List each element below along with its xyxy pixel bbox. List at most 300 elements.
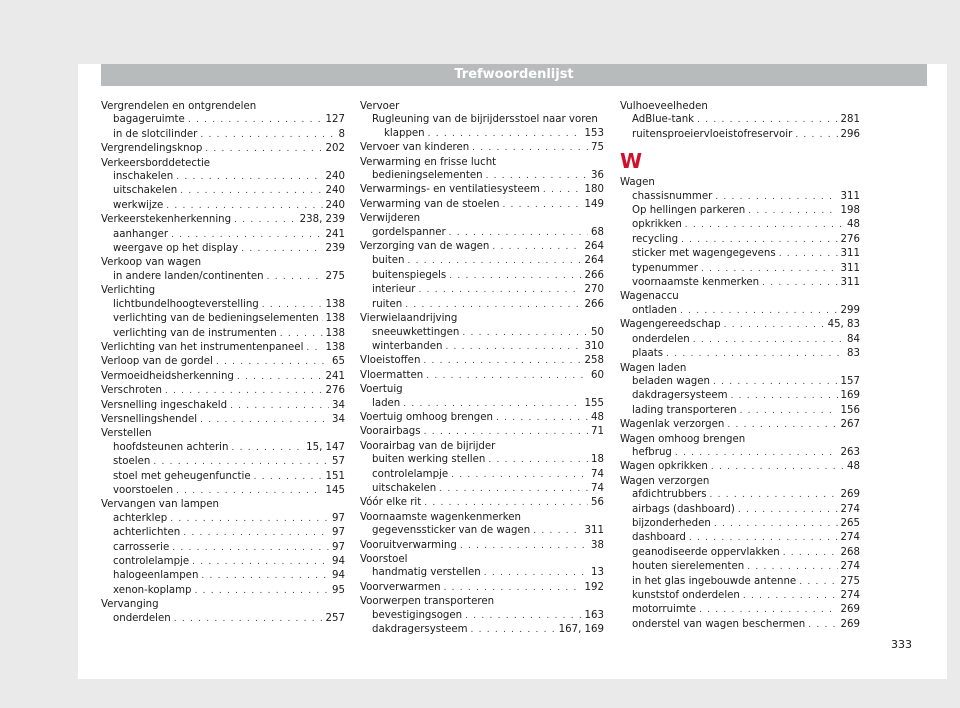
entry-page-ref: 311 — [584, 525, 604, 537]
entry-page-ref: 274 — [840, 561, 860, 573]
entry-term: Vervoer van kinderen — [360, 142, 470, 154]
entry-term: AdBlue-tank — [632, 114, 695, 126]
entry-page-ref: 95 — [332, 584, 345, 596]
entry-term: in andere landen/continenten — [113, 270, 264, 282]
index-entry — [101, 498, 345, 511]
entry-term: Verwijderen — [360, 213, 421, 225]
entry-term: interieur — [372, 284, 416, 296]
entry-term: aanhanger — [113, 228, 169, 240]
index-entry — [101, 355, 345, 369]
entry-term: Wagenlak verzorgen — [620, 419, 725, 431]
index-entry — [101, 256, 345, 269]
entry-page-ref: 267 — [840, 419, 860, 431]
dot-leader — [405, 299, 581, 312]
dot-leader — [205, 143, 322, 156]
entry-term: Voertuig — [360, 384, 403, 396]
index-entry — [360, 312, 604, 325]
index-entry — [360, 383, 604, 396]
dot-leader — [502, 199, 581, 212]
index-entry — [360, 539, 604, 553]
entry-term: Rugleuning van de bijrijdersstoel naar voren — [372, 114, 598, 126]
entry-term: gordelspanner — [372, 226, 446, 238]
index-entry — [620, 318, 860, 332]
dot-leader — [153, 456, 329, 469]
entry-term: halogeenlampen — [113, 570, 199, 582]
entry-term: Vervoer — [360, 101, 400, 112]
entry-term: Wagen — [620, 177, 655, 189]
entry-term: Voorairbag van de bijrijder — [360, 440, 496, 452]
page-number: 333 — [891, 638, 912, 651]
entry-term: Voorwerpen transporteren — [360, 596, 495, 608]
entry-page-ref: 8 — [338, 128, 345, 140]
index-entry — [101, 427, 345, 440]
entry-term: Verkeersborddetectie — [101, 157, 211, 169]
index-subentry — [360, 453, 604, 467]
entry-term: Wagen verzorgen — [620, 475, 710, 487]
index-subentry — [620, 503, 860, 517]
entry-page-ref: 257 — [325, 612, 345, 624]
entry-term: bevestigingsogen — [372, 609, 463, 621]
index-entry — [620, 460, 860, 474]
entry-page-ref: 198 — [840, 205, 860, 217]
index-subentry — [620, 531, 860, 545]
entry-page-ref: 281 — [840, 114, 860, 126]
dot-leader — [747, 561, 837, 574]
entry-page-ref: 83 — [847, 348, 860, 360]
entry-page-ref: 97 — [332, 512, 345, 524]
dot-leader — [230, 400, 329, 413]
dot-leader — [176, 171, 322, 184]
entry-page-ref: 138 — [325, 341, 345, 353]
index-subentry — [620, 589, 860, 603]
index-entry — [620, 418, 860, 432]
entry-term: Verschroten — [101, 385, 162, 397]
entry-page-ref: 157 — [840, 375, 860, 387]
dot-leader — [808, 619, 837, 632]
entry-term: bagageruimte — [113, 114, 185, 126]
entry-term: Vergrendelen en ontgrendelen — [101, 101, 257, 112]
dot-leader — [424, 497, 588, 510]
index-entry — [360, 240, 604, 254]
entry-term: stoel met geheugenfunctie — [113, 470, 251, 482]
dot-leader — [449, 227, 588, 240]
index-subentry — [620, 603, 860, 617]
index-subentry — [620, 204, 860, 218]
entry-term: lading transporteren — [632, 404, 737, 416]
index-entry — [360, 141, 604, 155]
entry-page-ref: 57 — [332, 456, 345, 468]
entry-term: Voorairbags — [360, 426, 421, 438]
entry-page-ref: 149 — [584, 198, 604, 210]
dot-leader — [262, 299, 323, 312]
entry-term: carrosserie — [113, 541, 170, 553]
entry-page-ref: 48 — [591, 411, 604, 423]
entry-page-ref: 202 — [325, 143, 345, 155]
entry-page-ref: 266 — [584, 269, 604, 281]
index-subentry — [101, 612, 345, 626]
dot-leader — [492, 241, 581, 254]
entry-term: sneeuwkettingen — [372, 326, 460, 338]
index-subentry — [620, 128, 860, 142]
entry-term: Vloeistoffen — [360, 355, 421, 367]
index-subentry — [620, 347, 860, 361]
entry-term: dakdragersysteem — [372, 624, 468, 636]
dot-leader — [713, 376, 838, 389]
entry-term: dakdragersysteem — [632, 390, 728, 402]
dot-leader — [472, 142, 588, 155]
dot-leader — [710, 489, 838, 502]
dot-leader — [176, 485, 323, 498]
dot-leader — [488, 454, 588, 467]
entry-page-ref: 310 — [584, 340, 604, 352]
entry-page-ref: 274 — [840, 590, 860, 601]
entry-term: stoelen — [113, 456, 151, 468]
entry-page-ref: 263 — [840, 446, 860, 458]
index-entry — [360, 212, 604, 225]
index-subentry — [620, 575, 860, 589]
entry-page-ref: 38 — [591, 539, 604, 551]
index-subentry — [620, 618, 860, 632]
dot-leader — [465, 610, 581, 623]
entry-term: Verzorging van de wagen — [360, 241, 490, 253]
index-subentry — [101, 298, 345, 312]
dot-leader — [200, 414, 329, 427]
entry-page-ref: 18 — [591, 454, 604, 466]
dot-leader — [267, 271, 323, 284]
index-entry — [101, 100, 345, 113]
index-subentry — [101, 184, 345, 198]
entry-page-ref: 240 — [325, 171, 345, 183]
index-subentry — [620, 113, 860, 127]
entry-page-ref: 268 — [840, 546, 860, 558]
dot-leader — [533, 525, 581, 538]
index-subentry — [620, 546, 860, 560]
entry-page-ref: 138 — [325, 313, 345, 325]
dot-leader — [675, 447, 838, 460]
index-subentry — [620, 446, 860, 460]
dot-leader — [424, 426, 588, 439]
index-subentry — [360, 169, 604, 183]
entry-page-ref: 311 — [840, 190, 860, 202]
entry-page-ref: 265 — [840, 517, 860, 529]
dot-leader — [423, 355, 581, 368]
dot-leader — [418, 284, 581, 297]
dot-leader — [689, 532, 838, 545]
entry-page-ref: 153 — [584, 127, 604, 139]
index-subentry — [101, 270, 345, 284]
index-subentry — [620, 247, 860, 261]
dot-leader — [697, 114, 837, 127]
entry-term: Voorverwarmen — [360, 581, 441, 593]
dot-leader — [727, 419, 837, 432]
index-subentry — [360, 482, 604, 496]
index-column-1 — [101, 100, 345, 626]
entry-term: Vergrendelingsknop — [101, 143, 203, 155]
entry-term: klappen — [384, 127, 425, 139]
entry-page-ref: 56 — [591, 497, 604, 509]
entry-page-ref: 180 — [584, 184, 604, 196]
entry-page-ref: 276 — [840, 233, 860, 245]
entry-term: airbags (dashboard) — [632, 503, 735, 515]
dot-leader — [666, 348, 844, 361]
entry-term: sticker met wagengegevens — [632, 248, 776, 260]
index-subentry — [101, 199, 345, 213]
index-subentry — [101, 584, 345, 598]
entry-term: onderdelen — [113, 612, 171, 624]
entry-term: controlelampje — [372, 468, 449, 480]
dot-leader — [234, 214, 297, 227]
entry-term: Voorstoel — [360, 554, 408, 565]
entry-page-ref: 36 — [591, 170, 604, 182]
dot-leader — [171, 229, 323, 242]
entry-term: kunststof onderdelen — [632, 590, 740, 601]
index-entry — [101, 399, 345, 413]
index-subentry — [101, 526, 345, 540]
entry-term: achterlichten — [113, 527, 181, 539]
index-subentry — [360, 269, 604, 283]
entry-term: Wagen opkrikken — [620, 461, 708, 473]
index-entry — [360, 496, 604, 510]
entry-term: Versnellingshendel — [101, 413, 198, 425]
entry-term: Verstellen — [101, 428, 152, 440]
dot-leader — [451, 469, 588, 482]
dot-leader — [170, 513, 329, 526]
entry-term: onderdelen — [632, 333, 690, 345]
entry-term: uitschakelen — [372, 482, 437, 494]
dot-leader — [685, 219, 844, 232]
entry-term: ruiten — [372, 298, 403, 310]
entry-term: xenon-koplamp — [113, 584, 192, 596]
index-subentry — [620, 517, 860, 531]
index-subentry — [360, 566, 604, 580]
index-entry — [101, 213, 345, 227]
dot-leader — [484, 567, 588, 580]
index-column-2 — [360, 100, 604, 637]
index-subentry — [620, 560, 860, 574]
index-entry — [360, 411, 604, 425]
entry-term: controlelampje — [113, 556, 190, 567]
entry-page-ref: 71 — [591, 426, 604, 438]
index-subentry — [101, 569, 345, 583]
entry-term: handmatig verstellen — [372, 567, 481, 579]
entry-page-ref: 50 — [591, 326, 604, 338]
index-subentry — [101, 455, 345, 469]
entry-term: Verkoop van wagen — [101, 257, 202, 269]
dot-leader — [701, 263, 838, 276]
entry-page-ref: 74 — [591, 482, 604, 494]
index-subentry — [101, 228, 345, 242]
index-subentry — [360, 609, 604, 623]
entry-page-ref: 65 — [332, 356, 345, 368]
dot-leader — [731, 390, 838, 403]
entry-term: hoofdsteunen achterin — [113, 441, 229, 453]
index-subentry — [360, 298, 604, 312]
entry-term: typenummer — [632, 262, 698, 274]
entry-page-ref: 264 — [584, 255, 604, 267]
entry-page-ref: 127 — [325, 114, 345, 126]
entry-term: Versnelling ingeschakeld — [101, 399, 228, 411]
dot-leader — [174, 613, 323, 626]
index-entry — [360, 354, 604, 368]
entry-term: uitschakelen — [113, 185, 178, 197]
index-entry — [101, 370, 345, 384]
entry-term: ontladen — [632, 304, 677, 316]
entry-page-ref: 34 — [332, 413, 345, 425]
dot-leader — [543, 184, 582, 197]
entry-term: in de slotcilinder — [113, 128, 198, 140]
dot-leader — [183, 527, 329, 540]
entry-page-ref: 84 — [847, 333, 860, 345]
entry-page-ref: 45, 83 — [827, 319, 860, 331]
dot-leader — [231, 442, 303, 455]
index-subentry — [360, 397, 604, 411]
index-subentry — [101, 128, 345, 142]
dot-leader — [799, 576, 837, 589]
dot-leader — [715, 191, 837, 204]
entry-page-ref: 75 — [591, 142, 604, 154]
dot-leader — [200, 129, 335, 142]
dot-leader — [306, 342, 322, 355]
entry-term: Verlichting — [101, 285, 156, 297]
index-subentry — [101, 441, 345, 455]
dot-leader — [496, 412, 588, 425]
index-subentry — [101, 470, 345, 484]
entry-page-ref: 97 — [332, 527, 345, 539]
index-subentry — [620, 262, 860, 276]
entry-term: bijzonderheden — [632, 517, 711, 529]
entry-term: lichtbundelhoogteverstelling — [113, 298, 259, 310]
dot-leader — [748, 205, 837, 218]
entry-page-ref: 266 — [584, 298, 604, 310]
index-entry — [620, 433, 860, 446]
dot-leader — [280, 328, 323, 341]
entry-term: dashboard — [632, 532, 686, 544]
index-entry — [620, 100, 860, 113]
index-entry — [360, 156, 604, 169]
entry-page-ref: 270 — [584, 284, 604, 296]
entry-term: winterbanden — [372, 340, 443, 352]
index-subentry — [620, 488, 860, 502]
entry-page-ref: 192 — [584, 581, 604, 593]
dot-leader — [166, 200, 322, 213]
entry-page-ref: 34 — [332, 399, 345, 411]
entry-page-ref: 138 — [325, 298, 345, 310]
index-entry — [360, 198, 604, 212]
index-subentry — [620, 276, 860, 290]
dot-leader — [711, 461, 844, 474]
index-subentry — [101, 484, 345, 498]
dot-leader — [714, 518, 838, 531]
entry-page-ref: 269 — [840, 489, 860, 501]
entry-term: achterklep — [113, 512, 168, 524]
entry-term: buiten — [372, 255, 405, 267]
index-entry — [360, 581, 604, 595]
dot-leader — [693, 334, 844, 347]
index-subentry — [360, 524, 604, 538]
index-entry — [360, 511, 604, 524]
index-subentry — [620, 389, 860, 403]
index-subentry — [101, 170, 345, 184]
entry-page-ref: 274 — [840, 503, 860, 515]
entry-term: Vervangen van lampen — [101, 499, 219, 511]
dot-leader — [180, 185, 322, 198]
entry-term: motorruimte — [632, 604, 697, 616]
index-entry — [620, 290, 860, 303]
dot-leader — [471, 624, 556, 637]
index-entry — [101, 413, 345, 427]
index-entry — [101, 284, 345, 297]
entry-term: voorstoelen — [113, 484, 174, 496]
dot-leader — [165, 385, 323, 398]
dot-leader — [403, 398, 581, 411]
entry-term: hefbrug — [632, 446, 672, 458]
index-entry — [360, 553, 604, 566]
entry-page-ref: 169 — [840, 390, 860, 402]
dot-leader — [237, 371, 323, 384]
index-entry — [101, 157, 345, 170]
entry-page-ref: 94 — [332, 556, 345, 567]
entry-page-ref: 275 — [840, 575, 860, 587]
entry-term: Wagen laden — [620, 362, 687, 374]
entry-page-ref: 269 — [840, 604, 860, 616]
entry-page-ref: 274 — [840, 532, 860, 544]
index-entry — [101, 384, 345, 398]
entry-page-ref: 68 — [591, 226, 604, 238]
entry-page-ref: 94 — [332, 570, 345, 582]
index-entry — [360, 100, 604, 113]
index-subentry — [620, 333, 860, 347]
entry-term: bedieningselementen — [372, 170, 483, 182]
dot-leader — [449, 270, 581, 283]
entry-page-ref: 299 — [840, 304, 860, 316]
entry-term: verlichting van de instrumenten — [113, 327, 277, 339]
dot-leader — [724, 319, 825, 332]
index-subentry — [620, 375, 860, 389]
entry-term: Voornaamste wagenkenmerken — [360, 511, 521, 523]
dot-leader — [201, 570, 329, 583]
dot-leader — [738, 504, 838, 517]
index-entry — [360, 595, 604, 608]
index-subentry — [360, 283, 604, 297]
index-subentry — [101, 242, 345, 256]
index-entry — [360, 425, 604, 439]
index-subentry — [360, 468, 604, 482]
dot-leader — [460, 540, 588, 553]
index-subentry — [101, 512, 345, 526]
index-subentry — [101, 312, 345, 326]
dot-leader — [445, 341, 581, 354]
entry-term: Vooruitverwarming — [360, 539, 457, 551]
entry-page-ref: 269 — [840, 618, 860, 630]
index-entry — [360, 369, 604, 383]
entry-term: geanodiseerde oppervlakken — [632, 546, 780, 558]
entry-page-ref: 13 — [591, 567, 604, 579]
index-subentry — [620, 304, 860, 318]
entry-page-ref: 15, 147 — [306, 441, 345, 453]
index-entry — [360, 440, 604, 453]
entry-term: Voertuig omhoog brengen — [360, 411, 493, 423]
dot-leader — [172, 542, 329, 555]
entry-term: Verwarming van de stoelen — [360, 198, 500, 210]
entry-page-ref: 239 — [325, 243, 345, 255]
dot-leader — [740, 405, 838, 418]
entry-page-ref: 258 — [584, 355, 604, 367]
dot-leader — [195, 585, 330, 598]
dot-leader — [486, 170, 588, 183]
index-entry — [620, 475, 860, 488]
index-entry — [360, 183, 604, 197]
entry-page-ref: 238, 239 — [299, 214, 345, 226]
